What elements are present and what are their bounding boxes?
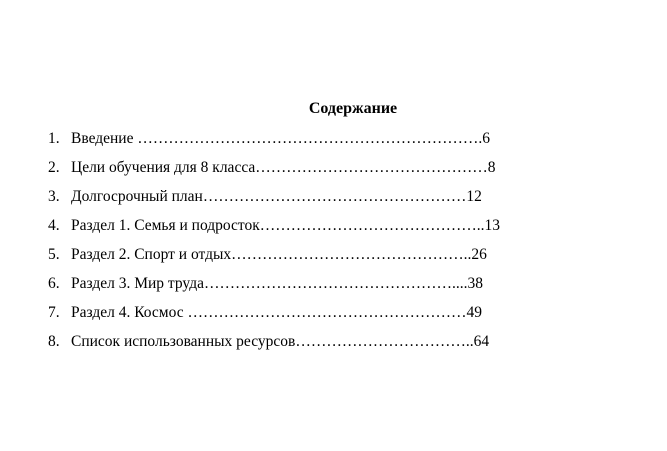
toc-item-text: Цели обучения для 8 класса………………………………………8 xyxy=(71,159,496,176)
toc-item-text: Раздел 2. Спорт и отдых………………………………………..26 xyxy=(71,246,487,263)
toc-item-text: Введение ………………………………………………………….6 xyxy=(71,130,490,147)
toc-item-number: 8. xyxy=(48,333,60,350)
toc-item xyxy=(48,274,500,303)
toc-item-number: 7. xyxy=(48,304,60,321)
toc-item xyxy=(48,129,500,158)
toc-item-number: 1. xyxy=(48,130,60,147)
toc-item-number: 3. xyxy=(48,188,60,205)
toc-item-text: Список использованных ресурсов……………………………..64 xyxy=(71,333,490,350)
toc-item xyxy=(48,187,500,216)
toc-item xyxy=(48,332,500,361)
toc-item-number: 4. xyxy=(48,217,60,234)
toc-item-text: Раздел 3. Мир труда…………………………………………....38 xyxy=(71,275,483,292)
toc-title: Содержание xyxy=(308,100,398,117)
toc-item xyxy=(48,216,500,245)
toc-item-number: 6. xyxy=(48,275,60,292)
toc-item-text: Раздел 1. Семья и подросток……………………………………..13 xyxy=(71,217,501,234)
toc-item xyxy=(48,158,500,187)
toc-item xyxy=(48,245,500,274)
toc-item-number: 2. xyxy=(48,159,60,176)
toc-item-number: 5. xyxy=(48,246,60,263)
toc-item xyxy=(48,303,500,332)
toc-item-text: Раздел 4. Космос ………………………………………………49 xyxy=(71,304,482,321)
toc-item-text: Долгосрочный план……………………………………………12 xyxy=(71,188,482,205)
toc-list xyxy=(48,129,500,361)
